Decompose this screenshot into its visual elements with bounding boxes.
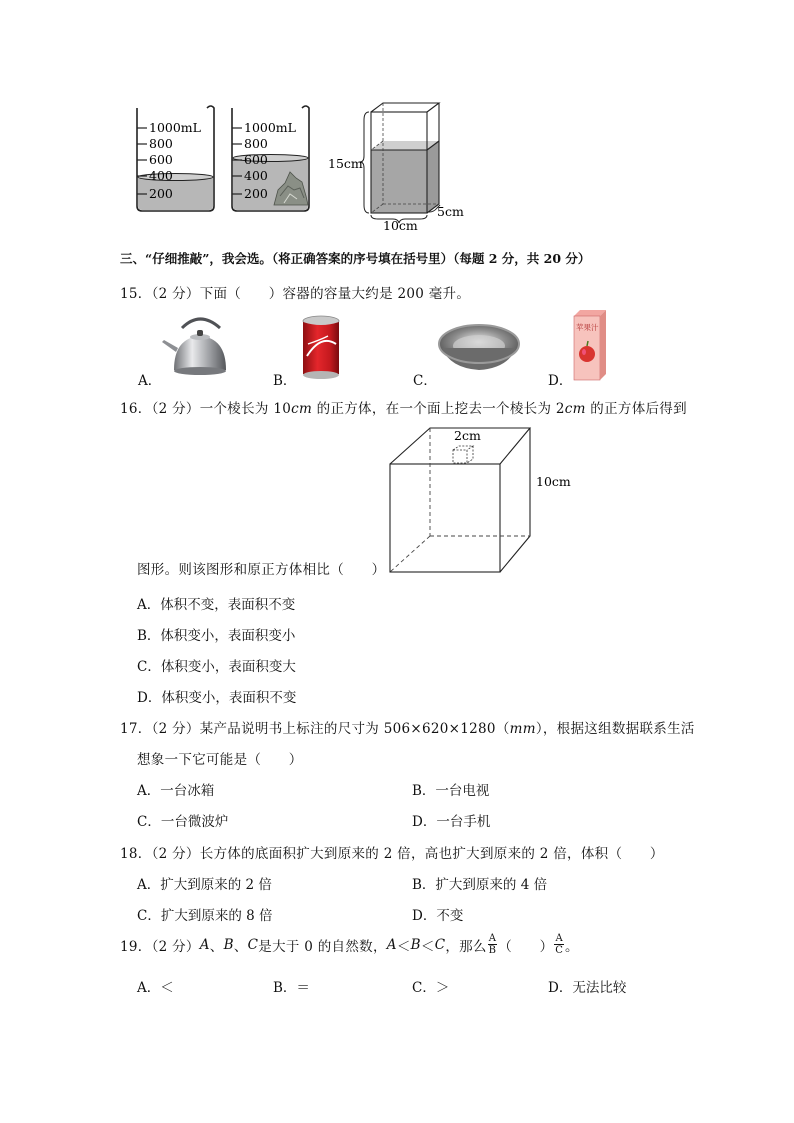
beaker2-mark-800: 800: [244, 136, 268, 151]
cube-edge-label: 10cm: [536, 474, 571, 489]
q19-fraction-2: [554, 933, 564, 956]
top-figure: [0, 0, 794, 240]
beaker2-mark-1000: 1000mL: [244, 120, 296, 135]
q17-text-b: ），根据这组数据联系生活: [535, 721, 695, 737]
q19-sep-2: 、: [233, 938, 248, 955]
question-19-text: [120, 933, 579, 956]
cuboid-width-label: 10cm: [383, 218, 418, 233]
q16-option-c: C．体积变小，表面积变大: [137, 659, 296, 675]
q19-frac1-num: A: [488, 933, 497, 944]
cuboid-container: [328, 103, 464, 233]
q16-num-1: 10: [273, 401, 292, 417]
q17-option-c: C．一台微波炉: [137, 814, 229, 830]
q16-unit-1: cm: [291, 401, 313, 417]
q15-option-c-label: C．: [413, 373, 437, 389]
steel-bowl-image: [436, 318, 522, 376]
q19-fraction-1: [488, 933, 498, 956]
q17-option-a: A．一台冰箱: [137, 783, 215, 799]
kettle-image: [160, 308, 240, 380]
q19-frac2-den: C: [555, 945, 564, 956]
q16-text-a: 16．（2 分）一个棱长为: [120, 401, 274, 417]
q15-option-a-label: A．: [138, 373, 162, 389]
question-16-line-1: [120, 397, 687, 417]
beaker-1: [137, 106, 214, 211]
q18-option-b: B．扩大到原来的 4 倍: [412, 877, 548, 893]
q19-frac1-den: B: [488, 945, 497, 956]
q19-end: 。: [565, 938, 579, 955]
q19-lt-2: ＜: [420, 938, 435, 955]
beaker1-mark-600: 600: [149, 152, 173, 167]
beaker2-mark-200: 200: [244, 186, 268, 201]
cuboid-depth-label: 5cm: [437, 204, 464, 219]
section-3-heading: 三、“仔细推敲”，我会选。（将正确答案的序号填在括号里）（每题 2 分，共 20 分）: [120, 251, 591, 266]
beaker1-mark-800: 800: [149, 136, 173, 151]
q15-option-d-label: D．: [548, 373, 573, 389]
q19-ineq-a: A: [386, 936, 397, 953]
q16-num-2: 2: [555, 401, 565, 417]
question-18-text: 18．（2 分）长方体的底面积扩大到原来的 2 倍，高也扩大到原来的 2 倍，体积（ ）: [120, 846, 664, 862]
q19-prefix: 19．（2 分）: [120, 938, 200, 955]
beaker1-mark-200: 200: [149, 186, 173, 201]
beaker1-mark-400: 400: [149, 168, 173, 183]
q19-ineq-c: C: [434, 936, 446, 953]
juice-box-text: 苹果汁: [576, 323, 599, 332]
q16-option-d: D．体积变小，表面积不变: [137, 690, 297, 706]
q19-option-b: B．＝: [273, 980, 310, 996]
beaker1-mark-1000: 1000mL: [149, 120, 201, 135]
q15-option-b-label: B．: [273, 373, 297, 389]
small-cube-label: 2cm: [454, 428, 481, 443]
q17-text-a: 17．（2 分）某产品说明书上标注的尺寸为 506×620×1280（: [120, 721, 510, 737]
q16-unit-2: cm: [564, 401, 586, 417]
q17-option-d: D．一台手机: [412, 814, 491, 830]
cuboid-height-label: 15cm: [328, 156, 363, 171]
q16-option-a: A．体积不变，表面积不变: [137, 597, 296, 613]
q19-var-a: A: [199, 936, 210, 953]
cola-can-image: [298, 314, 344, 382]
question-17-line-2: 想象一下它可能是（ ）: [137, 752, 303, 768]
q19-frac2-num: A: [555, 933, 563, 944]
q19-lt-1: ＜: [396, 938, 411, 955]
beaker2-mark-600: 600: [244, 152, 268, 167]
small-cube-cutout: [453, 446, 473, 463]
q18-option-c: C．扩大到原来的 8 倍: [137, 908, 273, 924]
beaker2-mark-400: 400: [244, 168, 268, 183]
q19-var-b: B: [223, 936, 234, 953]
question-15-text: 15．（2 分）下面（ ）容器的容量大约是 200 毫升。: [120, 286, 471, 302]
q17-unit: mm: [509, 721, 536, 737]
q19-var-c: C: [247, 936, 259, 953]
beaker-2: [232, 106, 309, 211]
cube-figure: [380, 420, 580, 580]
q19-mid: 是大于 0 的自然数，: [258, 938, 387, 955]
question-17-line-1: [120, 717, 695, 737]
q18-option-d: D．不变: [412, 908, 464, 924]
q19-answer-blank: （ ）: [498, 938, 554, 955]
q19-option-d: D．无法比较: [548, 980, 627, 996]
q16-text-b: 的正方体，在一个面上挖去一个棱长为: [312, 401, 556, 417]
q19-option-a: A．＜: [137, 980, 174, 996]
q18-option-a: A．扩大到原来的 2 倍: [137, 877, 272, 893]
q19-ineq-b: B: [410, 936, 421, 953]
q17-option-b: B．一台电视: [412, 783, 490, 799]
question-16-line-2: 图形。则该图形和原正方体相比（ ）: [137, 562, 386, 578]
q19-option-c: C．＞: [412, 980, 450, 996]
q19-sep-1: 、: [209, 938, 224, 955]
juice-box-image: [570, 306, 610, 382]
q16-text-c: 的正方体后得到: [585, 401, 687, 417]
q19-then: ，那么: [445, 938, 487, 955]
q16-option-b: B．体积变小，表面积变小: [137, 628, 296, 644]
